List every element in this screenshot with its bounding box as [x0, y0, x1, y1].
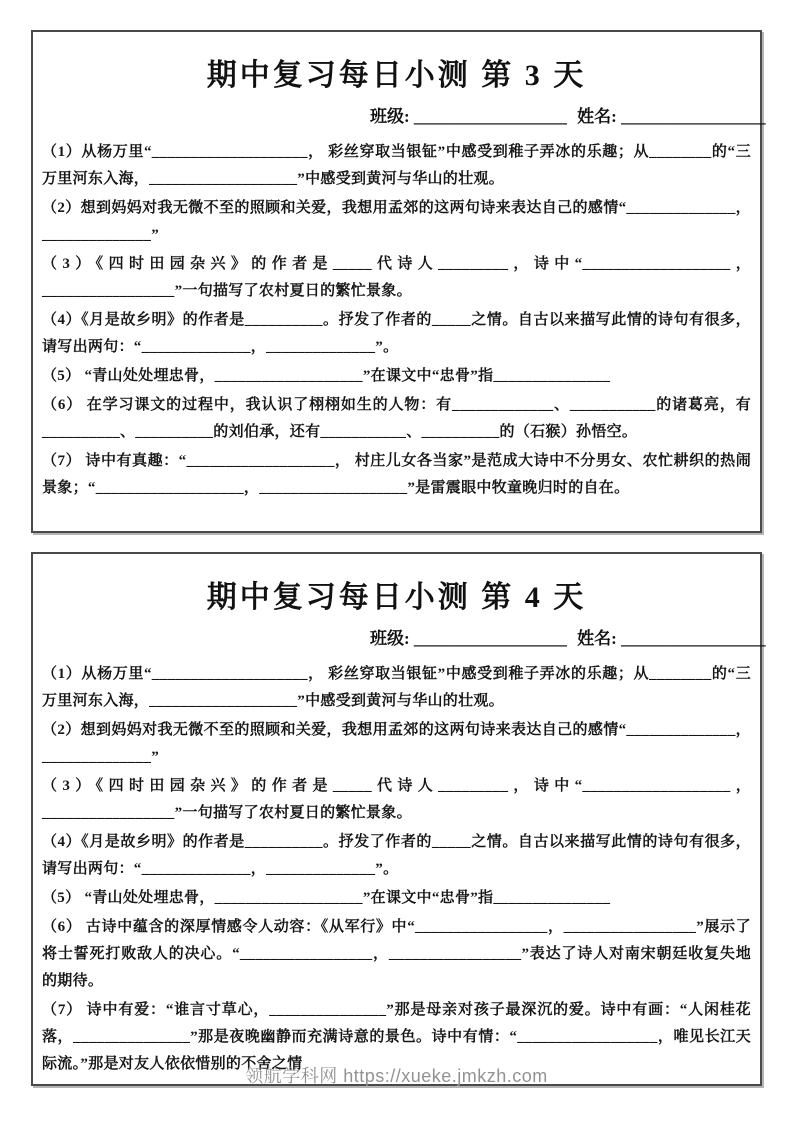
name-blank-line: _________________ [621, 107, 766, 126]
name-label: 姓名: [577, 107, 617, 126]
class-blank-line: __________________ [413, 629, 567, 648]
question-7: （7） 诗中有真趣：“___________________， 村庄儿女各当家”是范成大诗中不分男女、农忙耕织的热闹景象；“___________________，___________________”是雷震眼中牧童晚归时的自在。 [42, 453, 751, 496]
class-label: 班级: [370, 107, 410, 126]
question-5: （5） “青山处处埋忠骨，___________________”在课文中“忠骨”指_______________ [42, 368, 611, 384]
questions-day4 [42, 661, 751, 1078]
watermark-text: 领航学科网 https://xueke.jmkzh.com [245, 1066, 548, 1086]
question-3: （3）《四时田园杂兴》的作者是_____代诗人_________，诗中“___________________，_________________”一句描写了农村夏日的繁忙景象。 [42, 256, 751, 299]
question-6: （6） 在学习课文的过程中，我认识了栩栩如生的人物：有_____________、___________的诸葛亮，有__________、__________的刘伯承，还有___________、__________的（石猴）孙悟空。 [42, 397, 751, 440]
question-4: （4）《月是故乡明》的作者是__________。抒发了作者的_____之情。自古以来描写此情的诗句有很多，请写出两句：“______________，______________”。 [42, 834, 751, 877]
quiz-title-day4: 期中复习每日小测 第 4 天 [206, 581, 587, 614]
quiz-card-day4 [31, 552, 766, 1086]
class-blank-line: __________________ [413, 107, 567, 126]
questions-day3 [42, 139, 751, 502]
quiz-title-day3: 期中复习每日小测 第 3 天 [206, 59, 587, 92]
question-6: （6） 古诗中蕴含的深厚情感令人动容：《从军行》中“_________________，_________________”展示了将士誓死打败敌人的决心。“_________________，_________________”表达了诗人对南宋朝廷收复失地的期待。 [42, 919, 751, 989]
question-3: （3）《四时田园杂兴》的作者是_____代诗人_________，诗中“___________________，_________________”一句描写了农村夏日的繁忙景象。 [42, 778, 751, 821]
question-4: （4）《月是故乡明》的作者是__________。抒发了作者的_____之情。自古以来描写此情的诗句有很多，请写出两句：“______________，______________”。 [42, 312, 751, 355]
name-label: 姓名: [577, 629, 617, 648]
class-label: 班级: [370, 629, 410, 648]
question-1: （1）从杨万里“____________________， 彩丝穿取当银钲”中感受到稚子弄冰的乐趣；从________的“三万里河东入海，___________________”中感受到黄河与华山的壮观。 [42, 144, 751, 187]
question-2: （2）想到妈妈对我无微不至的照顾和关爱，我想用孟郊的这两句诗来表达自己的感情“______________，______________” [42, 200, 751, 243]
question-7: （7） 诗中有爱：“谁言寸草心，_______________”那是母亲对孩子最深沉的爱。诗中有画：“人闲桂花落，_______________”那是夜晚幽静而充满诗意的景色。诗中有情：“__________________，唯见长江天际流。”那是对友人依依惜别的不舍之情 [42, 1002, 751, 1072]
quiz-card-day3 [31, 30, 766, 533]
class-name-row-day3 [42, 102, 766, 127]
watermark [0, 1062, 793, 1088]
name-blank-line: _________________ [621, 629, 766, 648]
question-1: （1）从杨万里“____________________， 彩丝穿取当银钲”中感受到稚子弄冰的乐趣；从________的“三万里河东入海，___________________”中感受到黄河与华山的壮观。 [42, 666, 751, 709]
class-name-row-day4 [42, 624, 766, 649]
question-5: （5） “青山处处埋忠骨，___________________”在课文中“忠骨”指_______________ [42, 890, 611, 906]
question-2: （2）想到妈妈对我无微不至的照顾和关爱，我想用孟郊的这两句诗来表达自己的感情“______________，______________” [42, 722, 751, 765]
